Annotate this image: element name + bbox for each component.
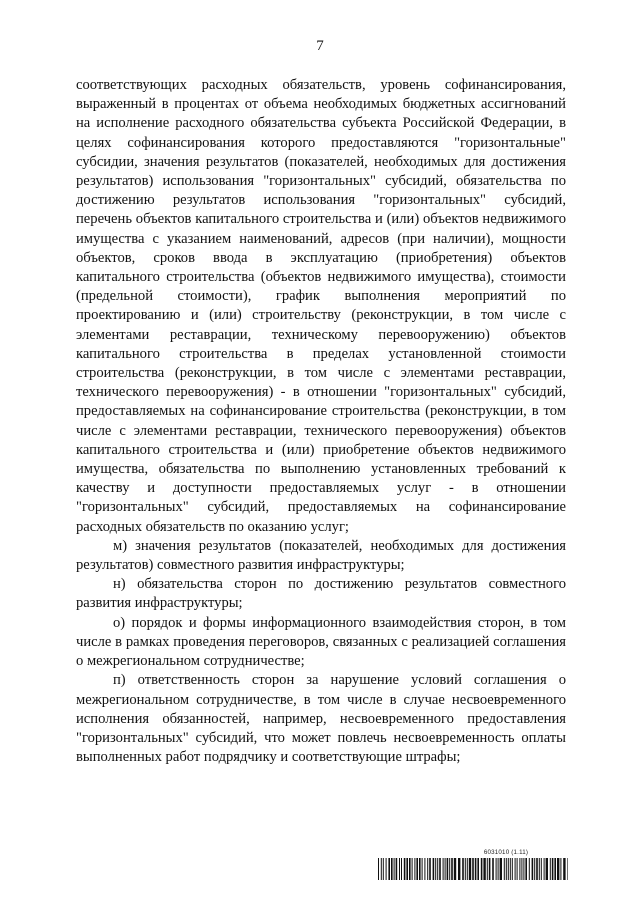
form-code: 6031010 (1.11) — [483, 849, 529, 856]
paragraph-continuation: соответствующих расходных обязательств, уровень софинансирования, выраженный в процентах от объема необходимых бюджетных ассигнований на исполнение расходного обязательства субъекта Российской Федерации, в целях софинансирования которого предоставляются "горизонтальные" субсидии, значения результатов (показателей, необходимых для достижения результатов) использования "горизонтальных" субсидий, обязательства по достижению результатов использования "горизонтальных" субсидий, перечень объектов капитального строительства и (или) объектов недвижимого имущества с указанием наименований, адресов (при наличии), мощности объектов, сроков ввода в эксплуатацию (приобретения) объектов капитального строительства (объектов недвижимого имущества), стоимости (предельной стоимости), график выполнения мероприятий по проектированию и (или) строительству (реконструкции, в том числе с элементами реставрации, техническому перевооружению) объектов капитального строительства в пределах установленной стоимости строительства (реконструкции, в том числе с элементами реставрации, технического перевооружения) - в отношении "горизонтальных" субсидий, предоставляемых на софинансирование строительства (реконструкции, в том числе с элементами реставрации, технического перевооружения) объектов капитального строительства и (или) приобретение объектов недвижимого имущества, обязательства по выполнению установленных требований к качеству и доступности предоставляемых услуг - в отношении "горизонтальных" субсидий, предоставляемых на софинансирование расходных обязательств по оказанию услуг; — [76, 77, 566, 535]
paragraph-item-m: м) значения результатов (показателей, необходимых для достижения результатов) совместного развития инфраструктуры; — [76, 537, 566, 574]
page-number: 7 — [316, 38, 324, 54]
paragraph-item-n: н) обязательства сторон по достижению результатов совместного развития инфраструктуры; — [76, 576, 566, 612]
barcode-icon — [378, 858, 568, 880]
paragraph-item-p: п) ответственность сторон за нарушение условий соглашения о межрегиональном сотрудничестве, в том числе в случае несвоевременного исполнения обязанностей, например, несвоевременного предоставления "горизонтальных" субсидий, что может повлечь несвоевременность оплаты выполненных работ подрядчику и соответствующие штрафы; — [76, 672, 566, 766]
body-text — [76, 76, 566, 767]
paragraph-item-o: о) порядок и формы информационного взаимодействия сторон, в том числе в рамках проведения переговоров, связанных с реализацией соглашения о межрегиональном сотрудничестве; — [76, 614, 566, 670]
